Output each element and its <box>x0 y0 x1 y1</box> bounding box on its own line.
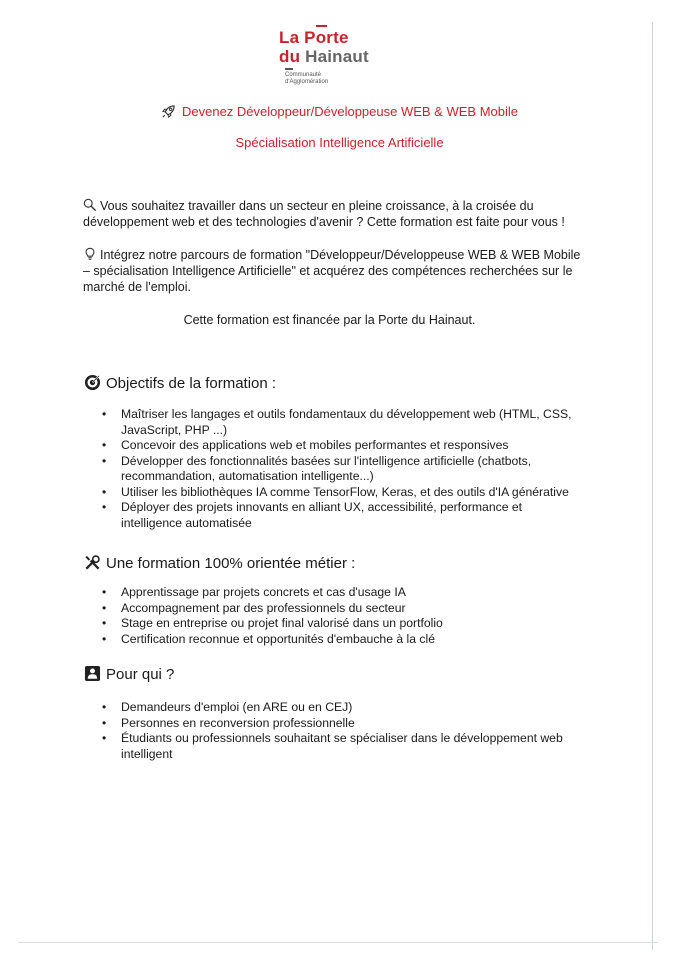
bottom-edge-line <box>18 942 658 943</box>
list-item: • Demandeurs d'emploi (en ARE ou en CEJ) <box>100 700 580 716</box>
objectives-list <box>100 407 580 531</box>
list-item: • Stage en entreprise ou projet final valorisé dans un portfolio <box>100 616 580 632</box>
logo-accent-mark <box>316 25 327 27</box>
list-item: • Accompagnement par des professionnels du secteur <box>100 601 580 617</box>
title-text: Devenez Développeur/Développeuse WEB & WEB Mobile <box>181 104 518 119</box>
audience-list <box>100 700 580 762</box>
list-item: • Développer des fonctionnalités basées sur l'intelligence artificielle (chatbots, recommandation, automatisation intelligente...) <box>100 454 580 485</box>
lightbulb-icon <box>83 247 97 261</box>
logo-line-1: La Porte <box>279 28 349 47</box>
intro-paragraph-1: Vous souhaitez travailler dans un secteur en pleine croissance, à la croisée du développement web et des technologies d'avenir ? Cette formation est faite pour vous ! <box>83 199 565 229</box>
intro-paragraph-2: Intégrez notre parcours de formation "Développeur/Développeuse WEB & WEB Mobile – spécialisation Intelligence Artificielle" et acquérez des compétences recherchées sur le marché de l'emploi. <box>83 248 581 294</box>
page-title <box>0 104 679 119</box>
list-item: • Apprentissage par projets concrets et cas d'usage IA <box>100 585 580 601</box>
logo-subtitle: Communauté d'Agglomération <box>285 72 328 86</box>
list-item: • Concevoir des applications web et mobiles performantes et responsives <box>100 438 580 454</box>
magnifier-icon <box>83 198 97 212</box>
tools-icon <box>84 554 101 571</box>
audience-heading: Pour qui ? <box>84 665 174 683</box>
logo-line-2: du Hainaut <box>279 47 369 66</box>
list-item: • Étudiants ou professionnels souhaitant se spécialiser dans le développement web intelligent <box>100 731 580 762</box>
target-icon <box>84 374 101 391</box>
objectives-heading: Objectifs de la formation : <box>84 374 276 392</box>
funding-statement: Cette formation est financée par la Porte du Hainaut. <box>183 313 476 327</box>
career-list <box>100 585 580 647</box>
list-item: • Certification reconnue et opportunités d'embauche à la clé <box>100 632 580 648</box>
list-item: • Personnes en reconversion professionnelle <box>100 716 580 732</box>
rocket-icon <box>161 104 176 119</box>
list-item: • Utiliser les bibliothèques IA comme TensorFlow, Keras, et des outils d'IA générative <box>100 485 580 501</box>
list-item: • Maîtriser les langages et outils fondamentaux du développement web (HTML, CSS, JavaScript, PHP ...) <box>100 407 580 438</box>
person-badge-icon <box>84 665 101 682</box>
list-item: • Déployer des projets innovants en alliant UX, accessibilité, performance et intelligence automatisée <box>100 500 580 531</box>
career-heading: Une formation 100% orientée métier : <box>84 554 355 572</box>
page-subtitle: Spécialisation Intelligence Artificielle <box>235 135 444 150</box>
right-margin-line <box>652 22 653 950</box>
logo <box>279 28 429 85</box>
